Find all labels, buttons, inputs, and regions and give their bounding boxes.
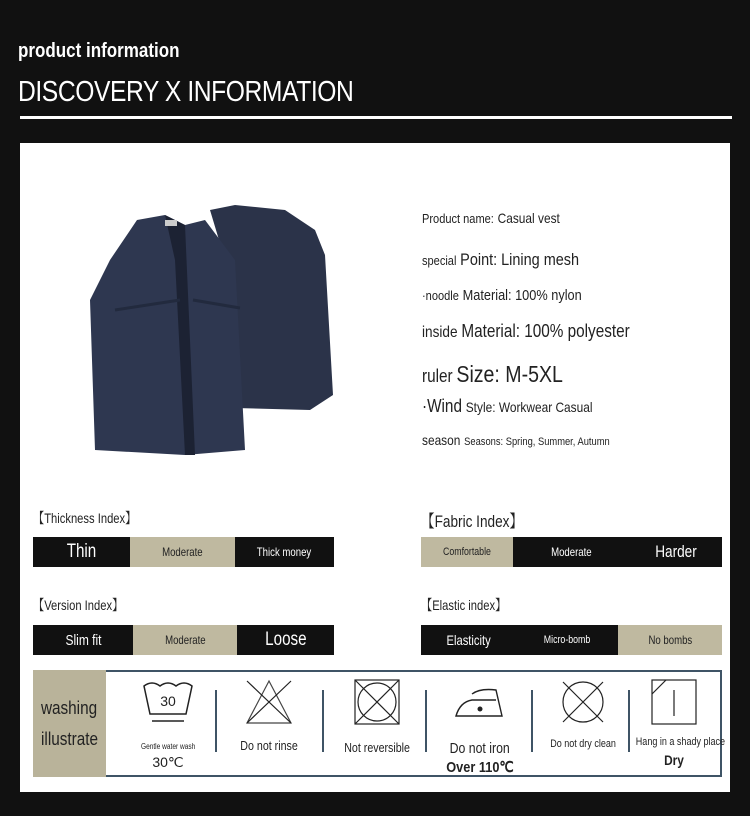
section-subtitle: product information <box>18 40 180 62</box>
version-index-bar <box>33 625 334 655</box>
spec-season: season Seasons: Spring, Summer, Autumn <box>422 432 610 448</box>
line-dry-shade-icon <box>650 678 698 726</box>
divider <box>20 116 732 119</box>
option-slim-fit: Slim fit <box>33 625 133 655</box>
care-gentle-wash: 30 Gentle water wash 30℃ <box>130 678 206 771</box>
no-bleach-icon <box>244 678 294 726</box>
option-elasticity: Elasticity <box>421 625 516 655</box>
option-thin: Thin <box>33 537 130 567</box>
option-loose: Loose <box>237 625 334 655</box>
option-moderate: Moderate <box>130 537 235 567</box>
divider <box>215 690 217 752</box>
spec-lining-material: inside Material: 100% polyester <box>422 321 630 341</box>
care-hang-dry-shade: Hang in a shady place Dry <box>626 678 722 768</box>
section-title: DISCOVERY X INFORMATION <box>18 76 354 108</box>
wash-tub-icon <box>140 678 196 724</box>
thickness-index-title: 【Thickness Index】 <box>33 510 137 526</box>
option-moderate: Moderate <box>513 537 629 567</box>
no-tumble-dry-icon <box>353 678 401 726</box>
washing-label: washing illustrate <box>33 670 106 777</box>
fabric-index-bar <box>421 537 722 567</box>
spec-product-name: Product name: Casual vest <box>422 210 560 226</box>
option-comfortable: Comfortable <box>421 537 513 567</box>
option-micro-bomb: Micro-bomb <box>516 625 618 655</box>
option-no-bombs: No bombs <box>618 625 722 655</box>
care-do-not-iron: Do not iron Over 110℃ <box>432 682 528 776</box>
spec-material: ·noodle Material: 100% nylon <box>422 287 582 304</box>
thickness-index-bar <box>33 537 334 567</box>
iron-icon <box>452 682 508 722</box>
svg-text:30: 30 <box>160 693 176 709</box>
elastic-index-title: 【Elastic index】 <box>421 597 507 613</box>
vest-product-image <box>85 200 350 462</box>
care-not-reversible: Not reversible <box>332 678 422 757</box>
divider <box>531 690 533 752</box>
option-thick-money: Thick money <box>235 537 334 567</box>
spec-special-point: special Point: Lining mesh <box>422 250 580 269</box>
divider <box>425 690 427 752</box>
fabric-index-title: 【Fabric Index】 <box>421 512 524 531</box>
elastic-index-bar <box>421 625 722 655</box>
no-dry-clean-icon <box>559 678 607 726</box>
option-moderate: Moderate <box>133 625 237 655</box>
spec-size: ruler Size: M-5XL <box>422 361 563 387</box>
option-harder: Harder <box>629 537 722 567</box>
divider <box>322 690 324 752</box>
spec-style: ·Wind Style: Workwear Casual <box>422 396 593 416</box>
care-do-not-rinse: Do not rinse <box>225 678 313 755</box>
version-index-title: 【Version Index】 <box>33 597 124 613</box>
care-do-not-dry-clean: Do not dry clean <box>540 678 626 752</box>
